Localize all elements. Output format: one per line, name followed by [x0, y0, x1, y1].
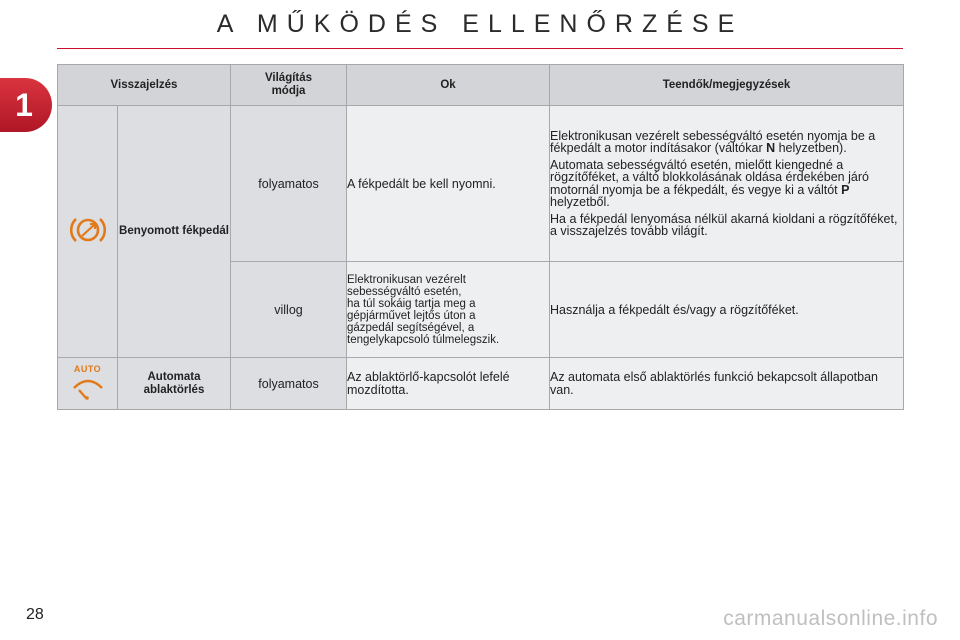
cause-cell: Elektronikusan vezérelt sebességváltó esetén, ha túl sokáig tartja meg a gépjárművet lejtős úton a gázpedál segítségével, a tengelykapcsoló túlmelegszik. [347, 262, 550, 358]
action-paragraph: Automata sebességváltó esetén, mielőtt kiengedné a rögzítőféket, a váltó blokkolásának oldása érdekében járó motornál nyomja be a fékpedált, és vegye ki a váltót P helyzetből. [550, 157, 869, 209]
indicator-label: Automata ablaktörlés [118, 358, 231, 410]
table-row [58, 358, 904, 410]
page-title: A MŰKÖDÉS ELLENŐRZÉSE [216, 10, 744, 38]
auto-wiper-icon [70, 376, 106, 403]
warning-lights-table [57, 64, 904, 410]
title-rule [57, 48, 903, 49]
table-header-row [58, 65, 904, 106]
light-mode-cell: villog [231, 262, 347, 358]
cause-cell: Az ablaktörlő-kapcsolót lefelé mozdította. [347, 358, 550, 410]
indicator-icon-cell [58, 106, 118, 358]
watermark: carmanualsonline.info [723, 607, 938, 630]
cause-cell: A fékpedált be kell nyomni. [347, 106, 550, 262]
parking-brake-icon [68, 214, 108, 249]
page-number: 28 [26, 606, 44, 623]
light-mode-cell: folyamatos [231, 106, 347, 262]
chapter-tab[interactable]: 1 [0, 78, 52, 132]
header-indicator: Visszajelzés [58, 65, 231, 106]
indicator-label: Benyomott fékpedál [118, 106, 231, 358]
table-row [58, 106, 904, 262]
indicator-icon-cell [58, 358, 118, 410]
header-action: Teendők/megjegyzések [550, 65, 904, 106]
action-cell: Az automata első ablaktörlés funkció bekapcsolt állapotban van. [550, 358, 904, 410]
header-cause: Ok [347, 65, 550, 106]
header-light-mode: Világítás módja [231, 65, 347, 106]
action-cell [550, 106, 904, 262]
action-cell: Használja a fékpedált és/vagy a rögzítőféket. [550, 262, 904, 358]
action-paragraph: Elektronikusan vezérelt sebességváltó esetén nyomja be a fékpedált a motor indításakor (váltókar N helyzetben). [550, 128, 876, 155]
action-paragraph: Ha a fékpedál lenyomása nélkül akarná kioldani a rögzítőféket, a visszajelzés tovább világít. [550, 211, 898, 238]
light-mode-cell: folyamatos [231, 358, 347, 410]
auto-badge: AUTO [73, 364, 102, 374]
